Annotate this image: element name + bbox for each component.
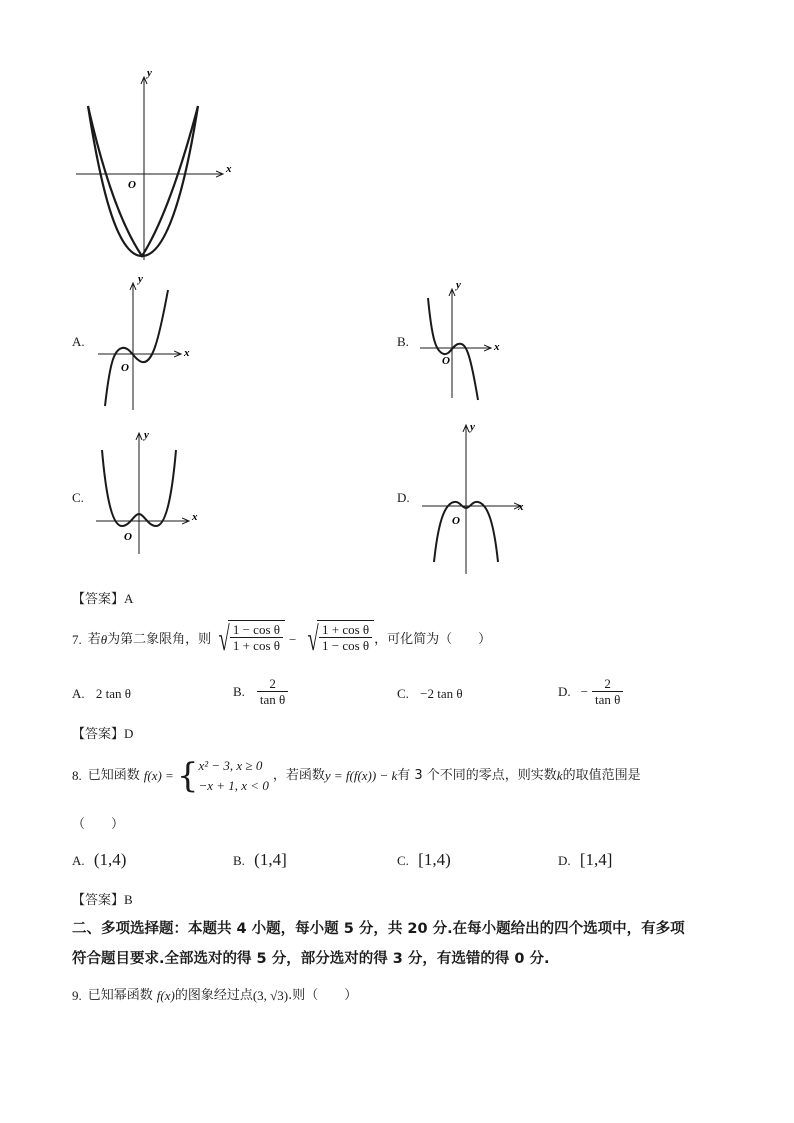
q7-option-b-label: B.: [233, 683, 245, 699]
answer-q7-bracket: 【答案】: [72, 727, 125, 742]
q7-sqrt1: √ $\frac{\text{1 − cos θ}}{\text{1 + cos θ}}$: [211, 620, 285, 660]
main-origin-label: O: [128, 179, 136, 191]
option-b-curve: [428, 298, 478, 400]
option-d-y-label: y: [470, 421, 475, 433]
q7-frac1-den: 1 + cos θ: [232, 638, 280, 653]
q7-option-a[interactable]: [72, 686, 131, 702]
q7-option-b-frac: [257, 676, 288, 707]
option-c-graph: [92, 426, 204, 556]
option-a-graph-label[interactable]: A.: [72, 334, 85, 349]
q7-frac1: [230, 622, 283, 653]
q7-frac2-num: 1 + cos θ: [319, 622, 372, 638]
q8-option-b-label: B.: [233, 853, 245, 868]
option-d-x-label: x: [518, 501, 524, 513]
q7-option-d-frac: [592, 676, 623, 707]
main-graph: [70, 62, 240, 262]
q8-yexpr: y = f(f(x)) − k: [324, 768, 398, 783]
q8-fx: f(x) =: [143, 768, 174, 783]
option-c-svg: [92, 426, 204, 556]
option-a-curve: [105, 290, 168, 406]
q8-middle: ，若函数: [272, 768, 325, 783]
q8-middle2: 有 3 个不同的零点，则实数: [397, 768, 557, 783]
answer-q8-bracket: 【答案】: [72, 893, 125, 908]
q7-suffix: ，可化简为（ ）: [374, 632, 492, 647]
q7-frac2-den: 1 − cos θ: [322, 638, 370, 653]
main-x-label: x: [226, 163, 232, 175]
q7-option-d[interactable]: [558, 676, 623, 707]
q8-k: k: [556, 768, 563, 783]
main-y-label: y: [147, 67, 152, 79]
q7-option-c-text: −2 tan θ: [420, 686, 463, 701]
q8-option-c-text: [1,4): [418, 850, 451, 869]
q7-option-d-den: tan θ: [594, 692, 621, 707]
option-b-origin-label: O: [442, 355, 450, 367]
q8-piece2: −x + 1, x < 0: [198, 778, 269, 793]
q7-prefix: 若: [87, 632, 101, 647]
q8-option-a-label: A.: [72, 853, 85, 868]
answer-q6: [72, 588, 133, 607]
q9-suffix: .则（ ）: [288, 988, 358, 1003]
q7-frac2: [319, 622, 372, 653]
option-d-graph-label[interactable]: D.: [397, 490, 410, 505]
option-d-svg: [418, 420, 530, 580]
q7-after-theta: 为第二象限角，则: [107, 632, 212, 647]
q9-middle: 的图象经过点: [174, 988, 253, 1003]
q8-brace: {: [176, 756, 199, 796]
answer-q8-letter: B: [124, 892, 133, 907]
q8-option-d-label: D.: [558, 853, 571, 868]
q8-option-a[interactable]: [72, 852, 126, 869]
q9-fx: f(x): [156, 988, 175, 1003]
option-d-graph: [418, 420, 530, 580]
q8-option-c-label: C.: [397, 853, 409, 868]
q7-option-a-text: 2 tan θ: [95, 686, 131, 701]
q7-option-d-label: D.: [558, 683, 571, 699]
answer-q7-letter: D: [124, 726, 134, 741]
option-a-svg: [96, 272, 206, 412]
q8-piece1: x² − 3, x ≥ 0: [198, 758, 263, 773]
question-7: [72, 620, 491, 660]
q8-option-c[interactable]: [397, 852, 451, 869]
q8-pieces: [198, 756, 268, 796]
q8-number: 8.: [72, 768, 82, 783]
q9-number: 9.: [72, 988, 82, 1003]
answer-q6-letter: A: [124, 591, 134, 606]
q7-number: 7.: [72, 632, 82, 647]
main-graph-svg: [70, 62, 240, 262]
q8-prefix: 已知函数: [87, 768, 140, 783]
option-b-svg: [418, 280, 518, 404]
option-d-origin-label: O: [452, 515, 460, 527]
q7-option-d-sign: −: [580, 683, 588, 699]
q7-frac1-num: 1 − cos θ: [230, 622, 283, 638]
q7-sqrt2: √ $\frac{\text{1 + cos θ}}{\text{1 − cos θ}}$: [300, 620, 374, 660]
option-a-graph: [96, 272, 206, 412]
option-c-origin-label: O: [124, 531, 132, 543]
option-b-graph-label[interactable]: B.: [397, 334, 409, 349]
q7-option-b-den: tan θ: [259, 692, 286, 707]
option-a-x-label: x: [184, 347, 190, 359]
main-parabola: [88, 106, 198, 256]
section-2-line2: 符合题目要求.全部选对的得 5 分，部分选对的得 3 分，有选错的得 0 分.: [72, 951, 550, 967]
q7-option-d-num: 2: [592, 676, 623, 692]
q9-point: (3, √3): [252, 988, 289, 1003]
q7-option-a-label: A.: [72, 686, 85, 701]
option-b-x-label: x: [494, 341, 500, 353]
q7-option-c[interactable]: [397, 686, 463, 702]
option-a-y-label: y: [138, 273, 143, 285]
q8-option-b[interactable]: [233, 852, 287, 869]
section-2-line1: 二、多项选择题：本题共 4 小题，每小题 5 分，共 20 分.在每小题给出的四个选项中，有多项: [72, 921, 685, 937]
option-c-x-label: x: [192, 511, 198, 523]
q8-option-b-text: (1,4]: [254, 850, 287, 869]
q7-theta: θ: [100, 632, 108, 647]
answer-q8: [72, 889, 133, 908]
q8-option-a-text: (1,4): [93, 850, 127, 869]
q8-blank: （ ）: [72, 817, 125, 832]
q8-suffix: 的取值范围是: [562, 768, 641, 783]
q9-prefix: 已知幂函数: [87, 988, 153, 1003]
option-a-origin-label: O: [121, 362, 129, 374]
option-c-y-label: y: [144, 429, 149, 441]
question-8: [72, 756, 641, 796]
q7-option-b-num: 2: [257, 676, 288, 692]
option-b-graph: [418, 280, 518, 404]
q7-option-b[interactable]: [233, 676, 288, 707]
answer-q6-bracket: 【答案】: [72, 592, 125, 607]
option-c-graph-label[interactable]: C.: [72, 490, 84, 505]
section-2-heading: [72, 914, 732, 974]
answer-q7: [72, 723, 133, 742]
q7-option-c-label: C.: [397, 686, 409, 701]
question-9: [72, 988, 357, 1004]
option-b-y-label: y: [456, 279, 461, 291]
q8-option-d-text: [1,4]: [579, 850, 613, 869]
q8-option-d[interactable]: [558, 852, 612, 869]
q7-minus: −: [288, 632, 297, 647]
